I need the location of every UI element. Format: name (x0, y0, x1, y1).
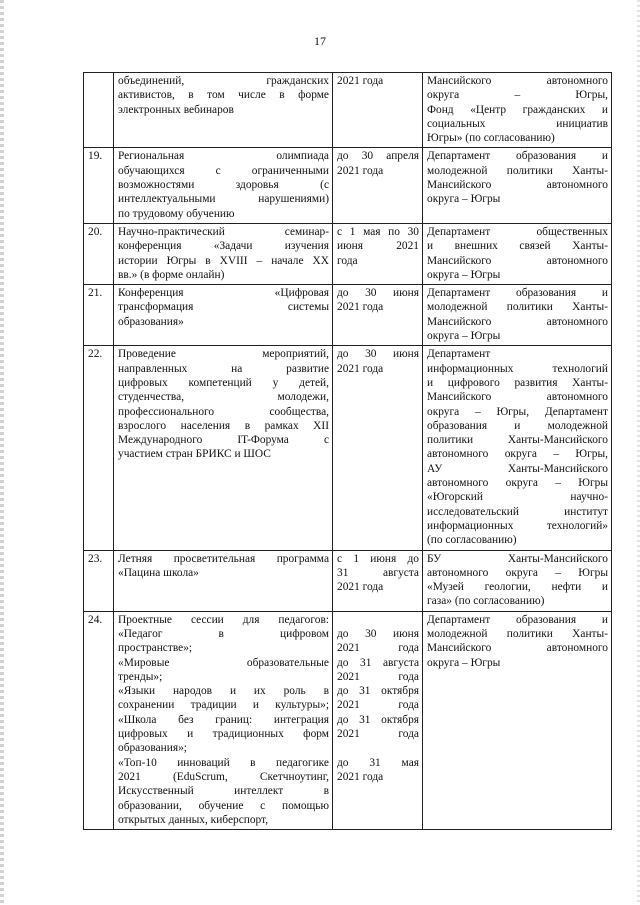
term-cell (333, 148, 423, 223)
term-line: 2021 года (337, 164, 384, 177)
row-number: 21. (84, 285, 114, 346)
term-line: 2021 года (337, 670, 419, 683)
event-line: открытых данных, киберспорт, (118, 813, 269, 826)
event-line: образования»; (118, 742, 187, 755)
executor-line: и внешних связей Ханты- (427, 240, 608, 253)
executor-cell (423, 550, 612, 611)
event-line: Региональная олимпиада (118, 150, 329, 163)
executor-line: округа – Югры, (427, 89, 608, 102)
term-line: до 31 августа (337, 656, 419, 669)
event-line: пространстве»; (118, 642, 193, 655)
event-cell (114, 148, 333, 223)
executor-line: АУ Ханты-Мансийского (427, 462, 608, 475)
event-line: активистов, в том числе в форме (118, 89, 329, 102)
term-line: 2021 года (337, 362, 384, 375)
term-line: 2021 года (337, 728, 419, 741)
term-line: до 30 июня (337, 348, 419, 361)
row-number: 23. (84, 550, 114, 611)
event-line: «Школа без границ: интеграция (118, 713, 329, 726)
event-line: цифровых компетенций у детей, (118, 376, 329, 389)
executor-line: молодежной политики Ханты- (427, 301, 608, 314)
executor-line: Мансийского автономного (427, 179, 608, 192)
events-table (83, 72, 612, 830)
row-number: 24. (84, 611, 114, 829)
executor-cell (423, 346, 612, 550)
executor-cell (423, 223, 612, 284)
event-line: Конференция «Цифровая (118, 287, 329, 300)
event-cell (114, 346, 333, 550)
event-line: трансформация системы (118, 301, 329, 314)
term-line: 2021 года (337, 699, 419, 712)
executor-line: Мансийского автономного (427, 642, 608, 655)
term-cell (333, 285, 423, 346)
event-line: истории Югры в XVIII – начале XX (118, 254, 329, 267)
row-number: 20. (84, 223, 114, 284)
event-line: взрослого населения в рамках XII (118, 419, 329, 432)
executor-line: информационных технологий (427, 362, 608, 375)
term-cell (333, 73, 423, 148)
executor-line: округа – Югры (427, 268, 501, 281)
executor-line: «Музей геологии, нефти и (427, 581, 608, 594)
term-cell (333, 223, 423, 284)
executor-cell (423, 611, 612, 829)
table-row (84, 346, 612, 550)
event-line: образования» (118, 315, 184, 328)
term-cell (333, 550, 423, 611)
executor-line: автономного округа – Югры (427, 566, 608, 579)
event-line: 2021 (EduScrum, Скетчноутинг, (118, 770, 329, 783)
executor-line: округа – Югры (427, 330, 501, 343)
executor-line: округа – Югры (427, 656, 501, 669)
executor-line: социальных инициатив (427, 117, 608, 130)
event-line: Искусственный интеллект в (118, 785, 329, 798)
term-line: 2021 года (337, 581, 384, 594)
event-line: профессионального сообщества, (118, 405, 329, 418)
executor-line: (по согласованию) (427, 534, 517, 547)
event-line: участием стран БРИКС и ШОС (118, 448, 271, 461)
executor-cell (423, 73, 612, 148)
event-line: образовании, обучение с помощью (118, 799, 329, 812)
executor-line: политики Ханты-Мансийского (427, 434, 608, 447)
executor-line: Мансийского автономного (427, 315, 608, 328)
executor-line: автономного округа – Югры, (427, 448, 608, 461)
executor-line: газа» (по согласованию) (427, 595, 545, 608)
event-line: «Топ-10 инноваций в педагогике (118, 756, 329, 769)
event-cell (114, 223, 333, 284)
executor-line: Мансийского автономного (427, 75, 608, 87)
row-number: 19. (84, 148, 114, 223)
executor-line: образования и молодежной (427, 419, 608, 432)
term-line: 2021 года (337, 301, 384, 314)
event-cell (114, 285, 333, 346)
executor-line: БУ Ханты-Мансийского (427, 552, 608, 565)
term-line: до 30 апреля (337, 150, 419, 163)
executor-line: Департамент образования и (427, 150, 608, 163)
executor-cell (423, 148, 612, 223)
executor-line: автономного округа – Югры (427, 477, 608, 490)
term-line: до 31 октября (337, 685, 419, 698)
event-line: «Языки народов и их роль в (118, 685, 329, 698)
executor-line: молодежной политики Ханты- (427, 164, 608, 177)
term-line: с 1 мая по 30 (337, 225, 419, 238)
term-line (337, 741, 419, 755)
term-line: до 30 июня (337, 627, 419, 640)
event-line: конференция «Задачи изучения (118, 240, 329, 253)
term-line: до 31 мая (337, 756, 419, 769)
term-line: с 1 июня до (337, 552, 419, 565)
event-line: тренды»; (118, 670, 163, 683)
event-line: Научно-практический семинар- (118, 225, 329, 238)
executor-line: Департамент образования и (427, 613, 608, 626)
executor-line: молодежной политики Ханты- (427, 627, 608, 640)
event-line: «Пацина школа» (118, 566, 199, 579)
event-line: интеллектуальными нарушениями) (118, 193, 329, 206)
event-line: «Педагог в цифровом (118, 627, 329, 640)
event-line: Международного IT-Форума с (118, 434, 329, 447)
table-row (84, 285, 612, 346)
event-line: электронных вебинаров (118, 103, 234, 116)
event-line: Проведение мероприятий, (118, 348, 329, 361)
term-line: до 30 июня (337, 287, 419, 300)
term-line: года (337, 254, 358, 267)
table-row (84, 223, 612, 284)
executor-line: «Югорский научно- (427, 491, 608, 504)
scan-edge-left (0, 0, 4, 905)
term-cell (333, 611, 423, 829)
event-line: цифровых и традиционных форм (118, 728, 329, 741)
executor-line: Департамент образования и (427, 287, 608, 300)
event-cell (114, 73, 333, 148)
event-line: студенчества, молодежи, (118, 391, 329, 404)
table-row (84, 148, 612, 223)
event-line: сохранении традиции и культуры»; (118, 699, 329, 712)
term-line: 2021 года (337, 770, 384, 783)
table-row (84, 611, 612, 829)
term-cell (333, 346, 423, 550)
term-line (337, 613, 419, 627)
executor-line: Югры» (по согласованию) (427, 132, 555, 145)
event-line: объединений, гражданских (118, 75, 329, 87)
executor-line: округа – Югры (427, 193, 501, 206)
executor-cell (423, 285, 612, 346)
page-number: 17 (314, 34, 326, 48)
table-row (84, 550, 612, 611)
executor-line: и цифрового развития Ханты- (427, 376, 608, 389)
event-line: возможностями здоровья (с (118, 179, 329, 192)
term-line: 31 августа (337, 566, 419, 579)
executor-line: Департамент (427, 348, 491, 361)
term-line: 2021 года (337, 642, 419, 655)
executor-line: Мансийского автономного (427, 254, 608, 267)
event-line: по трудовому обучению (118, 207, 235, 220)
event-line: Проектные сессии для педагогов: (118, 613, 329, 626)
executor-line: Мансийского автономного (427, 391, 608, 404)
table-row (84, 73, 612, 148)
term-line: до 31 октября (337, 713, 419, 726)
event-line: направленных на развитие (118, 362, 329, 375)
event-line: «Мировые образовательные (118, 656, 329, 669)
row-number (84, 73, 114, 148)
row-number: 22. (84, 346, 114, 550)
term-line: 2021 года (337, 75, 384, 87)
event-line: Летняя просветительная программа (118, 552, 329, 565)
executor-line: Департамент общественных (427, 225, 608, 238)
event-line: вв.» (в форме онлайн) (118, 268, 225, 281)
event-line: обучающихся с ограниченными (118, 164, 329, 177)
executor-line: Фонд «Центр гражданских и (427, 103, 608, 116)
event-cell (114, 550, 333, 611)
executor-line: исследовательский институт (427, 505, 608, 518)
term-line: июня 2021 (337, 240, 419, 253)
executor-line: округа – Югры, Департамент (427, 405, 608, 418)
event-cell (114, 611, 333, 829)
executor-line: информационных технологий» (427, 519, 608, 532)
